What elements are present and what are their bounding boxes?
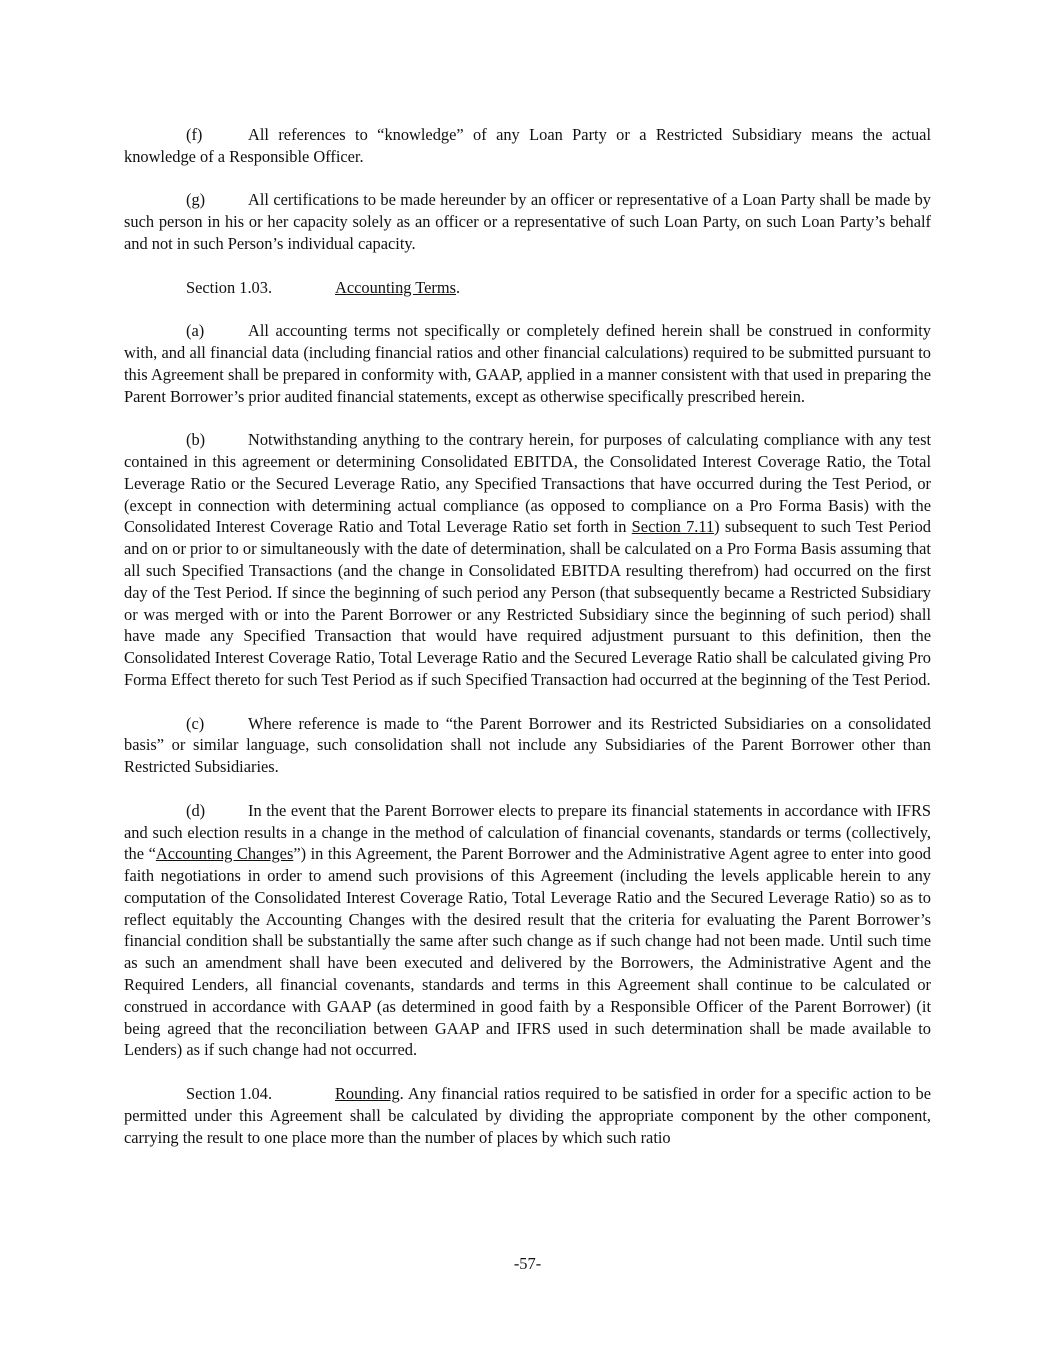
section-heading-1-04: [124, 1083, 931, 1148]
section-heading-1-03: [124, 277, 931, 299]
paragraph-marker: (a): [186, 321, 205, 341]
paragraph-g: [124, 189, 931, 254]
section-title: Rounding: [335, 1084, 400, 1104]
paragraph-marker: (f): [186, 125, 203, 144]
paragraph-marker: (g): [186, 190, 206, 210]
paragraph-f: [124, 124, 931, 168]
paragraph-text: All certifications to be made hereunder by an officer or representative of a Loan Party shall be made by such person in his or her capacity solely as an officer or a representative of such Loan Party, on such Loan Party’s behalf and not in such Person’s individual capacity.: [124, 190, 931, 253]
paragraph-b: [124, 429, 931, 691]
page-number: -57-: [513, 1254, 542, 1273]
paragraph-d: [124, 800, 931, 1062]
section-text: . Any financial ratios required to be satisfied in order for a specific action to be permitted under this Agreement shall be calculated by dividing the appropriate component by the other component, carrying the result to one place more than the number of places by which such ratio: [124, 1084, 931, 1147]
paragraph-text: All references to “knowledge” of any Loan Party or a Restricted Subsidiary means the actual knowledge of a Responsible Officer.: [124, 125, 931, 166]
paragraph-text: All accounting terms not specifically or completely defined herein shall be construed in conformity with, and all financial data (including financial ratios and other financial calculations) required to be submitted pursuant to this Agreement shall be prepared in conformity with, GAAP, applied in a manner consistent with that used in preparing the Parent Borrower’s prior audited financial statements, except as otherwise specifically prescribed herein.: [124, 321, 931, 406]
paragraph-a: [124, 320, 931, 407]
paragraph-marker: (c): [186, 713, 205, 733]
section-title-suffix: .: [456, 277, 461, 297]
paragraph-text-continued: ”) in this Agreement, the Parent Borrower and the Administrative Agent agree to enter into good faith negotiations in order to amend such provisions of this Agreement (including the levels applicable herein to any computation of the Consolidated Interest Coverage Ratio, Total Leverage Ratio and the Secured Leverage Ratio) so as to reflect equitably the Accounting Changes with the desired result that the criteria for evaluating the Parent Borrower’s financial condition shall be substantially the same after such change as if such change had not been made. Until such time as such an amendment shall have been executed and delivered by the Borrowers, the Administrative Agent and the Required Lenders, all financial covenants, standards and terms in this Agreement shall continue to be calculated or construed in accordance with GAAP (as determined in good faith by a Responsible Officer of the Parent Borrower) (it being agreed that the reconciliation between GAAP and IFRS used in such determination shall be made available to Lenders) as if such change had not occurred.: [124, 844, 931, 1060]
section-number: Section 1.04.: [186, 1084, 273, 1104]
paragraph-text: Where reference is made to “the Parent Borrower and its Restricted Subsidiaries on a consolidated basis” or similar language, such consolidation shall not include any Subsidiaries of the Parent Borrower other than Restricted Subsidiaries.: [124, 713, 931, 777]
paragraph-text: Notwithstanding anything to the contrary herein, for purposes of calculating compliance with any test contained in this agreement or determining Consolidated EBITDA, the Consolidated Interest Coverage Ratio, the Total Leverage Ratio or the Secured Leverage Ratio, any Specified Transactions that have occurred during the Test Period, or (except in connection with determining actual compliance (as opposed to compliance on a Pro Forma Basis) with the Consolidated Interest Coverage Ratio and Total Leverage Ratio set forth in: [124, 430, 931, 537]
paragraph-text: In the event that the Parent Borrower elects to prepare its financial statements in accordance with IFRS and such election results in a change in the method of calculation of financial covenants, standards or terms (collectively, the “: [124, 800, 931, 864]
paragraph-text-continued: ) subsequent to such Test Period and on or prior to or simultaneously with the date of determination, shall be calculated on a Pro Forma Basis assuming that all such Specified Transactions (and the change in Consolidated EBITDA resulting therefrom) had occurred on the first day of the Test Period. If since the beginning of such period any Person (that subsequently became a Restricted Subsidiary or was merged with or into the Parent Borrower or any Restricted Subsidiary since the beginning of such period) shall have made any Specified Transaction that would have required adjustment pursuant to this definition, then the Consolidated Interest Coverage Ratio, Total Leverage Ratio and the Secured Leverage Ratio shall be calculated giving Pro Forma Effect thereto for such Test Period as if such Specified Transaction had occurred at the beginning of the Test Period.: [124, 517, 931, 689]
section-title: Accounting Terms: [335, 277, 457, 297]
section-reference-link[interactable]: Section 7.11: [631, 517, 715, 537]
document-page: [124, 124, 931, 1170]
paragraph-marker: (d): [186, 800, 206, 820]
paragraph-c: [124, 713, 931, 778]
defined-term: Accounting Changes: [155, 844, 294, 864]
paragraph-marker: (b): [186, 430, 206, 450]
section-number: Section 1.03.: [186, 277, 273, 297]
